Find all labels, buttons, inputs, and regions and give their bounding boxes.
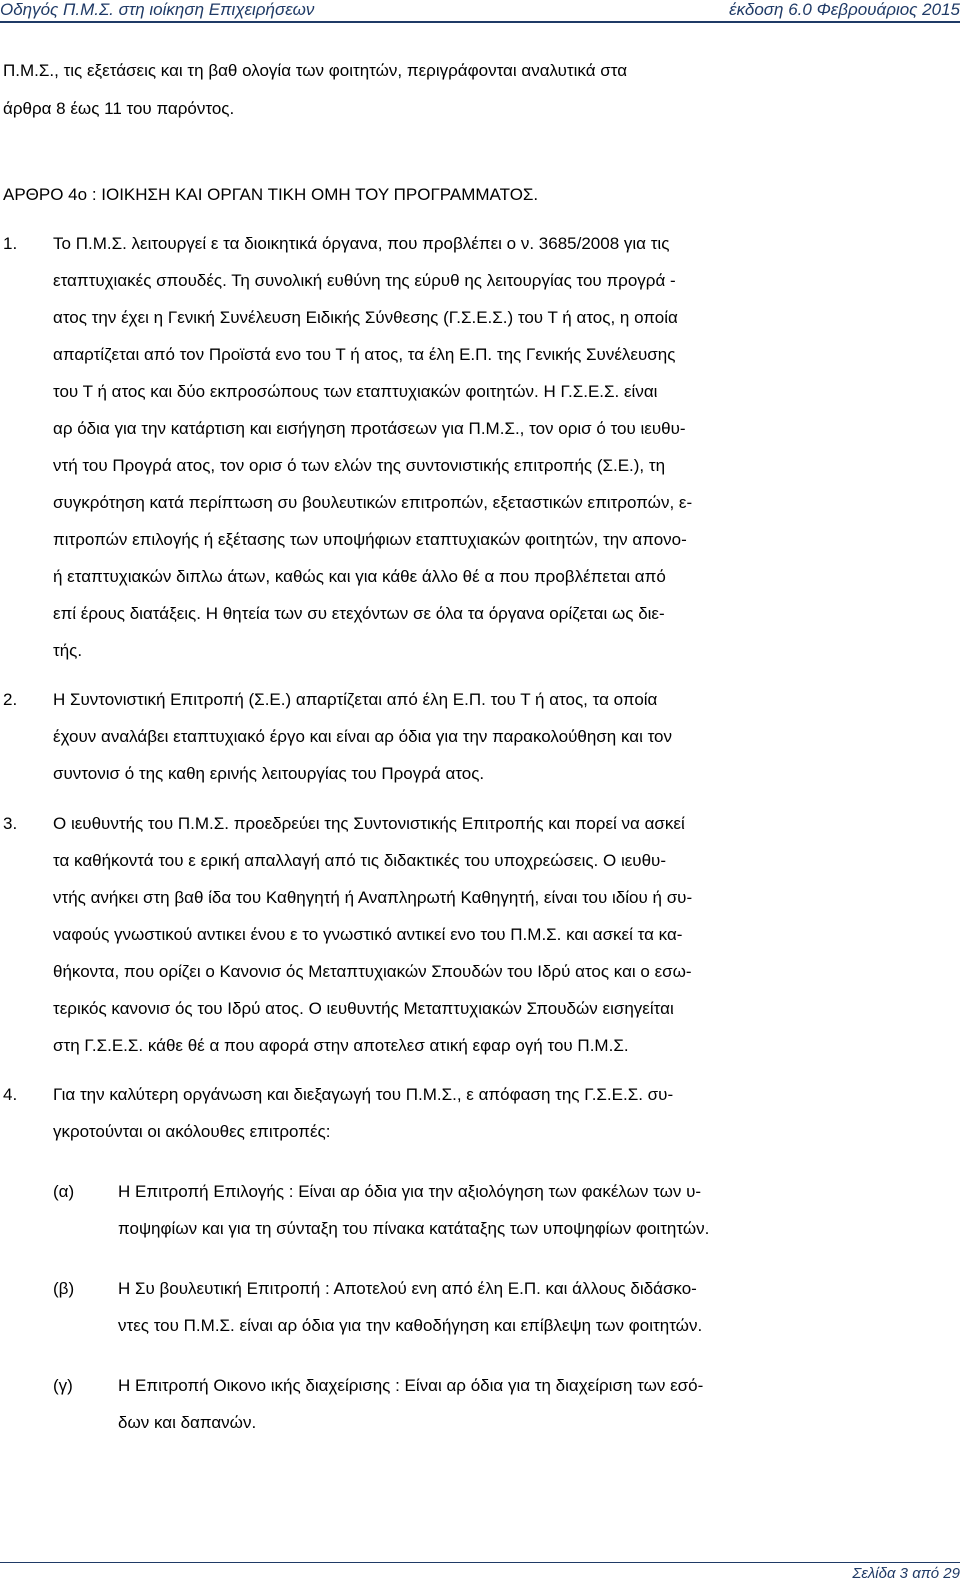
paragraph-line: ή εταπτυχιακών διπλω άτων, καθώς και για κάθε άλλο θέ α που προβλέπεται από <box>53 567 666 586</box>
page-number: Σελίδα 3 από 29 <box>852 1565 960 1582</box>
subitem-line: ντες του Π.Μ.Σ. είναι αρ όδια για την καθοδήγηση και επίβλεψη των φοιτητών. <box>118 1316 703 1335</box>
paragraph-line: ατος την έχει η Γενική Συνέλευση Ειδικής Σύνθεσης (Γ.Σ.Ε.Σ.) του Τ ή ατος, η οποία <box>53 308 678 327</box>
paragraph-number: 4. <box>3 1085 18 1104</box>
paragraph-line: συντονισ ό της καθη ερινής λειτουργίας του Προγρά ατος. <box>53 764 485 783</box>
subitem-label: (γ) <box>53 1376 73 1395</box>
paragraph-line: αρ όδια για την κατάρτιση και εισήγηση προτάσεων για Π.Μ.Σ., τον ορισ ό του ιευθυ- <box>53 419 686 438</box>
paragraph-number: 3. <box>3 814 18 833</box>
paragraph-line: Η Συντονιστική Επιτροπή (Σ.Ε.) απαρτίζεται από έλη Ε.Π. του Τ ή ατος, τα οποία <box>53 690 658 709</box>
paragraph-line: Ο ιευθυντής του Π.Μ.Σ. προεδρεύει της Συντονιστικής Επιτροπής και πορεί να ασκεί <box>53 814 685 833</box>
paragraph-line: ντή του Προγρά ατος, τον ορισ ό των ελών της συντονιστικής επιτροπής (Σ.Ε.), τη <box>53 456 666 475</box>
article-title: ΑΡΘΡΟ 4ο : ΙΟΙΚΗΣΗ ΚΑΙ ΟΡΓΑΝ ΤΙΚΗ ΟΜΗ ΤΟΥ ΠΡΟΓΡΑΜΜΑΤΟΣ. <box>3 185 539 204</box>
paragraph-line: τα καθήκοντά του ε ερική απαλλαγή από τις διδακτικές του υποχρεώσεις. Ο ιευθυ- <box>53 851 667 870</box>
paragraph-line: ναφούς γνωστικού αντικει ένου ε το γνωστικό αντικεί ενο του Π.Μ.Σ. και ασκεί τα κα- <box>53 925 683 944</box>
subitem-line: Η Επιτροπή Οικονο ικής διαχείρισης : Είναι αρ όδια για τη διαχείριση των εσό- <box>118 1376 704 1395</box>
paragraph-line: γκροτούνται οι ακόλουθες επιτροπές: <box>53 1122 331 1141</box>
header-edition: έκδοση 6.0 Φεβρουάριος 2015 <box>729 0 960 19</box>
paragraph-line: απαρτίζεται από τον Προϊστά ενο του Τ ή ατος, τα έλη Ε.Π. της Γενικής Συνέλευσης <box>53 345 676 364</box>
paragraph-line: πιτροπών επιλογής ή εξέτασης των υποψήφιων εταπτυχιακών φοιτητών, την απονο- <box>53 530 687 549</box>
paragraph-line: θήκοντα, που ορίζει ο Κανονισ ός Μεταπτυχιακών Σπουδών του Ιδρύ ατος και ο εσω- <box>53 962 692 981</box>
paragraph-line: στη Γ.Σ.Ε.Σ. κάθε θέ α που αφορά στην αποτελεσ ατική εφαρ ογή του Π.Μ.Σ. <box>53 1036 629 1055</box>
paragraph-line: ντής ανήκει στη βαθ ίδα του Καθηγητή ή Αναπληρωτή Καθηγητή, είναι του ιδίου ή συ- <box>53 888 693 907</box>
paragraph-line: έχουν αναλάβει εταπτυχιακό έργο και είναι αρ όδια για την παρακολούθηση και τον <box>53 727 673 746</box>
subitem-line: ποψηφίων και για τη σύνταξη του πίνακα κατάταξης των υποψηφίων φοιτητών. <box>118 1219 710 1238</box>
paragraph-line: του Τ ή ατος και δύο εκπροσώπους των εταπτυχιακών φοιτητών. Η Γ.Σ.Ε.Σ. είναι <box>53 382 658 401</box>
paragraph-line: εταπτυχιακές σπουδές. Τη συνολική ευθύνη της εύρυθ ης λειτουργίας του προγρά - <box>53 271 676 290</box>
paragraph-line: Για την καλύτερη οργάνωση και διεξαγωγή του Π.Μ.Σ., ε απόφαση της Γ.Σ.Ε.Σ. συ- <box>53 1085 674 1104</box>
paragraph-line: επί έρους διατάξεις. Η θητεία των συ ετεχόντων σε όλα τα όργανα ορίζεται ως διε- <box>53 604 665 623</box>
paragraph-number: 1. <box>3 234 18 253</box>
subitem-label: (α) <box>53 1182 75 1201</box>
intro-line: άρθρα 8 έως 11 του παρόντος. <box>3 99 235 118</box>
paragraph-number: 2. <box>3 690 18 709</box>
paragraph-line: τερικός κανονισ ός του Ιδρύ ατος. Ο ιευθυντής Μεταπτυχιακών Σπουδών εισηγείται <box>53 999 674 1018</box>
header-rule <box>0 21 960 23</box>
subitem-line: δων και δαπανών. <box>118 1413 257 1432</box>
subitem-label: (β) <box>53 1279 75 1298</box>
page-header <box>0 0 960 20</box>
paragraph-line: τής. <box>53 641 83 660</box>
intro-line: Π.Μ.Σ., τις εξετάσεις και τη βαθ ολογία των φοιτητών, περιγράφονται αναλυτικά στα <box>3 61 628 80</box>
subitem-line: Η Συ βουλευτική Επιτροπή : Αποτελού ενη από έλη Ε.Π. και άλλους διδάσκο- <box>118 1279 697 1298</box>
paragraph-line: Το Π.Μ.Σ. λειτουργεί ε τα διοικητικά όργανα, που προβλέπει ο ν. 3685/2008 για τις <box>53 234 670 253</box>
subitem-line: Η Επιτροπή Επιλογής : Είναι αρ όδια για την αξιολόγηση των φακέλων των υ- <box>118 1182 702 1201</box>
header-title: Οδηγός Π.Μ.Σ. στη ιοίκηση Επιχειρήσεων <box>0 0 315 19</box>
footer-rule <box>0 1562 960 1563</box>
paragraph-line: συγκρότηση κατά περίπτωση συ βουλευτικών επιτροπών, εξεταστικών επιτροπών, ε- <box>53 493 693 512</box>
